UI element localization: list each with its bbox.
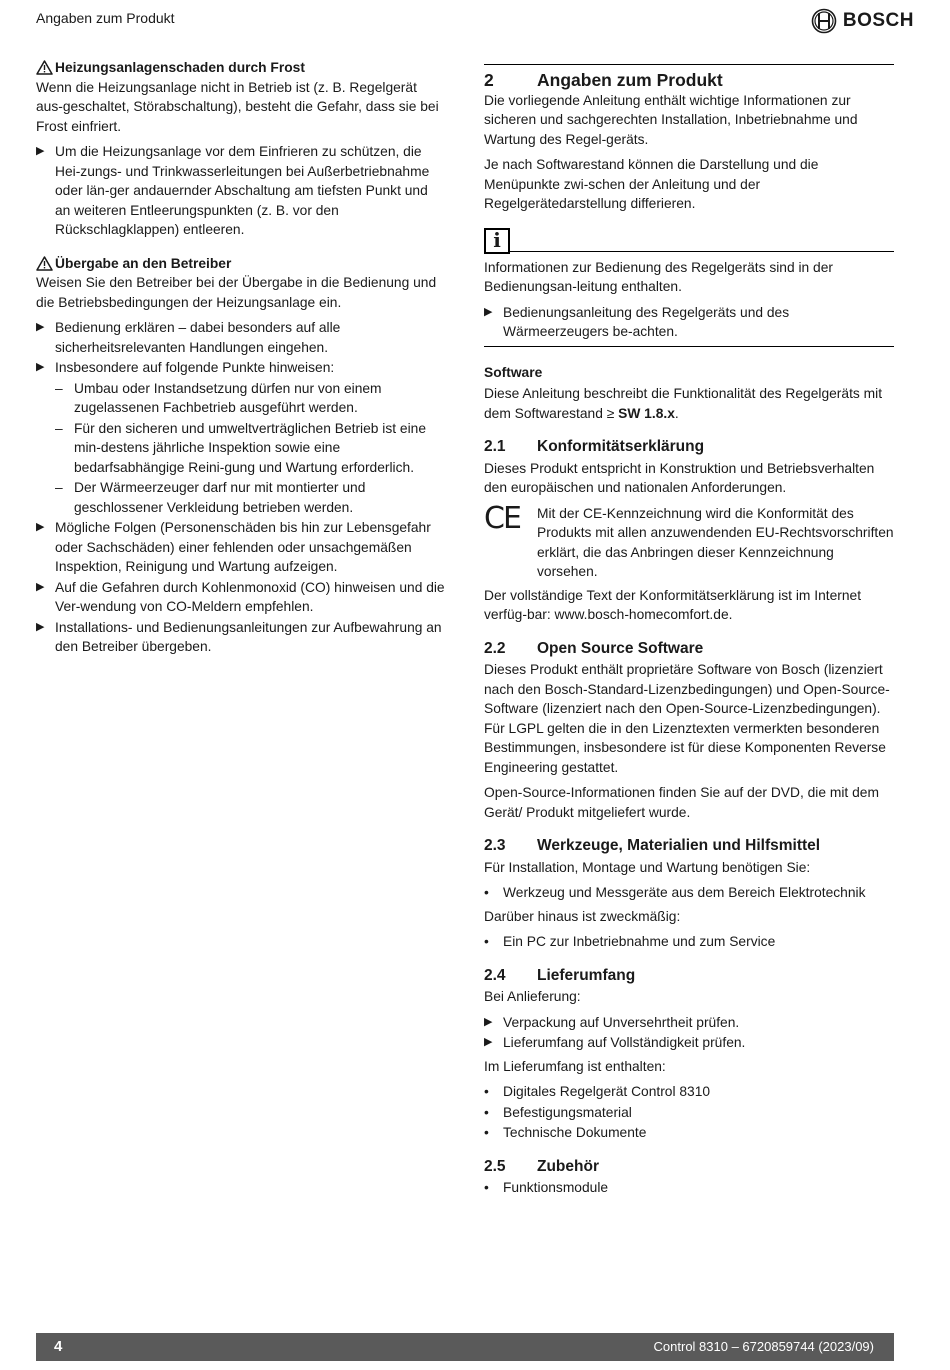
frost-list (36, 142, 446, 240)
list-item-text: Werkzeug und Messgeräte aus dem Bereich Elektrotechnik (503, 885, 866, 900)
list-item-text: Insbesondere auf folgende Punkte hinweisen: (55, 360, 335, 375)
info-text: Informationen zur Bedienung des Regelgeräts sind in der Bedienungsan-leitung enthalten. (484, 259, 833, 294)
chapter-heading (484, 64, 894, 91)
list-item (484, 1013, 894, 1033)
intro-paragraph: Je nach Softwarestand können die Darstellung und die Menüpunkte zwi-schen der Anleitung und der Regelgerätedarstellung differieren. (484, 157, 819, 211)
list-item-text: Verpackung auf Unversehrtheit prüfen. (503, 1014, 740, 1030)
warning-triangle-icon (36, 60, 53, 75)
list-item (36, 142, 446, 240)
arrow-bullet-icon: ▶ (36, 521, 45, 533)
list-item-text: Für den sicheren und umweltverträglichen Betrieb ist eine min-destens jährliche Inspektion sowie eine bedarfsabhängige Reini-gung und Wartung erforderlich. (74, 420, 427, 475)
list-item-text: Der Wärmeerzeuger darf nur mit montierter und geschlossener Verkleidung betrieben werden. (74, 480, 366, 515)
section-text: Im Lieferumfang ist enthalten: (484, 1058, 666, 1074)
bosch-logo (811, 8, 914, 34)
section-title: Konformitätserklärung (537, 438, 705, 455)
list-item-text: Technische Dokumente (503, 1125, 647, 1140)
handover-text: Weisen Sie den Betreiber bei der Übergabe in die Bedienung und die Betriebsbedingungen der Heizungsanlage ein. (36, 275, 437, 310)
sub-list-item (36, 379, 446, 418)
arrow-bullet-icon: ▶ (484, 1036, 493, 1048)
arrow-bullet-icon: ▶ (36, 361, 45, 373)
list-item-text: Digitales Regelgerät Control 8310 (503, 1084, 711, 1099)
section-heading (484, 836, 894, 856)
frost-text: Wenn die Heizungsanlage nicht in Betrieb ist (z. B. Regelgerät aus-geschaltet, Störabschaltung), besteht die Gefahr, dass sie bei Frost einfriert. (36, 79, 439, 134)
section-text: Dieses Produkt enthält proprietäre Software von Bosch (lizenziert nach den Bosch-Standard-Lizenzbedingungen) und Open-Source-Software (lizenziert nach den Open-Source-Lizenzbedingungen). Für LGPL gelten die in den Lizenztexten vermerkten besonderen Bestimmungen, insbesondere ist für diese Komponenten Reverse Engineering gestattet. (484, 662, 890, 775)
frost-warning-title (36, 58, 446, 78)
section-text: Der vollständige Text der Konformitätserklärung ist im Internet verfüg-bar: www.bosch-homecomfort.de. (484, 587, 862, 622)
list-item (484, 1178, 894, 1198)
list-item (484, 932, 894, 952)
section-number: 2.2 (484, 639, 506, 657)
software-version: SW 1.8.x (618, 405, 675, 421)
section-heading (484, 966, 894, 986)
page-footer (36, 1333, 894, 1361)
list-item (484, 1123, 894, 1143)
section-text: Für Installation, Montage und Wartung benötigen Sie: (484, 859, 811, 875)
arrow-bullet-icon: ▶ (36, 145, 45, 157)
list-item-text: Lieferumfang auf Vollständigkeit prüfen. (503, 1035, 746, 1050)
dash-bullet-icon: – (55, 420, 63, 436)
info-icon: i (484, 228, 510, 254)
ce-block (484, 500, 894, 582)
list-item-text: Bedienung erklären – dabei besonders auf alle sicherheitsrelevanten Handlungen eingehen. (55, 320, 341, 355)
software-text-main: Diese Anleitung beschreibt die Funktionalität des Regelgeräts mit dem Softwarestand ≥ (484, 386, 883, 421)
list-item (484, 1033, 894, 1053)
section-text: Open-Source-Informationen finden Sie auf der DVD, die mit dem Gerät/ Produkt mitgeliefert wurde. (484, 785, 879, 820)
section-number: 2.4 (484, 966, 506, 984)
list-item (36, 618, 446, 657)
page-header (36, 10, 914, 34)
section-text: Darüber hinaus ist zweckmäßig: (484, 908, 681, 924)
list-item (36, 518, 446, 577)
section-number: 2.3 (484, 837, 506, 854)
arrow-bullet-icon: ▶ (36, 580, 45, 593)
list-item (484, 883, 894, 903)
list-item (36, 358, 446, 378)
list-item-text: Installations- und Bedienungsanleitungen zur Aufbewahrung an den Betreiber übergeben. (55, 619, 442, 654)
section-heading (484, 1157, 894, 1177)
section-title: Werkzeuge, Materialien und Hilfsmittel (537, 837, 821, 854)
bosch-armature-icon (811, 8, 837, 34)
handover-warning-title (36, 254, 446, 274)
arrow-bullet-icon: ▶ (484, 305, 493, 318)
right-column (484, 58, 894, 1199)
warning-triangle-icon (36, 256, 53, 271)
handover-list (36, 318, 446, 657)
running-title: Angaben zum Produkt (36, 10, 175, 26)
list-item-text: Um die Heizungsanlage vor dem Einfrieren zu schützen, die Hei-zungs- und Trinkwasserleitungen bei Außerbetriebnahme oder län-ger andauernder Abschaltung am tiefsten Punkt und an weiteren Entleerungspunkten (z. B. vor den Rückschlagklappen) entleeren. (55, 144, 430, 237)
software-text (484, 384, 894, 423)
page-number: 4 (54, 1338, 63, 1355)
list-item-text: Funktionsmodule (503, 1180, 609, 1195)
chapter-title: Angaben zum Produkt (537, 70, 723, 90)
ce-text: Mit der CE-Kennzeichnung wird die Konformität des Produkts mit allen anzuwendenden EU-Rechtsvorschriften erklärt, die das Anbringen dieser Kennzeichnung vorsehen. (537, 505, 894, 579)
dot-bullet-icon: • (484, 1180, 489, 1195)
section-title: Open Source Software (537, 639, 704, 657)
list-item (36, 318, 446, 357)
handover-title-text: Übergabe an den Betreiber (55, 255, 232, 271)
brand-name: BOSCH (842, 10, 914, 31)
list-item (484, 303, 894, 342)
list-item (36, 578, 446, 617)
list-item (484, 1103, 894, 1123)
dash-bullet-icon: – (55, 480, 63, 495)
list-item-text: Bedienungsanleitung des Regelgeräts und des Wärmeerzeugers be-achten. (503, 304, 790, 339)
arrow-bullet-icon: ▶ (36, 321, 45, 333)
info-box (484, 228, 894, 347)
dot-bullet-icon: • (484, 1125, 489, 1140)
left-column (36, 58, 446, 661)
list-item-text: Umbau oder Instandsetzung dürfen nur von einem zugelassenen Fachbetrieb ausgeführt werden. (74, 380, 382, 415)
document-info: Control 8310 – 6720859744 (2023/09) (653, 1339, 874, 1354)
list-item-text: Ein PC zur Inbetriebnahme und zum Service (503, 934, 776, 949)
list-item-text: Mögliche Folgen (Personenschäden bis hin zur Lebensgefahr oder Sachschäden) einer fehlenden oder unsachgemäßen Inspektion, Reinigung und Wartung aufzeigen. (55, 520, 431, 574)
list-item-text: Befestigungsmaterial (503, 1104, 632, 1120)
section-heading (484, 639, 894, 659)
list-item-text: Auf die Gefahren durch Kohlenmonoxid (CO) hinweisen und die Ver-wendung von CO-Meldern empfehlen. (55, 579, 445, 614)
dot-bullet-icon: • (484, 934, 489, 949)
sub-list-item (36, 478, 446, 517)
software-text-end: . (674, 405, 679, 421)
section-text: Dieses Produkt entspricht in Konstruktion und Betriebsverhalten den europäischen und nationalen Anforderungen. (484, 460, 875, 495)
software-label: Software (484, 364, 543, 380)
arrow-bullet-icon: ▶ (484, 1015, 493, 1028)
dot-bullet-icon: • (484, 1104, 489, 1120)
dot-bullet-icon: • (484, 885, 489, 900)
section-title: Zubehör (537, 1157, 599, 1175)
section-number: 2.5 (484, 1157, 506, 1175)
section-title: Lieferumfang (537, 966, 636, 984)
ce-mark-icon: CE (484, 500, 520, 536)
section-text: Bei Anlieferung: (484, 989, 581, 1004)
dash-bullet-icon: – (55, 380, 63, 396)
arrow-bullet-icon: ▶ (36, 620, 45, 633)
chapter-number: 2 (484, 70, 494, 90)
dot-bullet-icon: • (484, 1084, 489, 1099)
section-heading (484, 437, 894, 457)
sub-list-item (36, 419, 446, 478)
section-number: 2.1 (484, 438, 506, 455)
list-item (484, 1082, 894, 1102)
intro-paragraph: Die vorliegende Anleitung enthält wichtige Informationen zur sicheren und sachgerechten Installation, Inbetriebnahme und Wartung des Regel-geräts. (484, 92, 858, 147)
frost-title-text: Heizungsanlagenschaden durch Frost (55, 60, 305, 75)
